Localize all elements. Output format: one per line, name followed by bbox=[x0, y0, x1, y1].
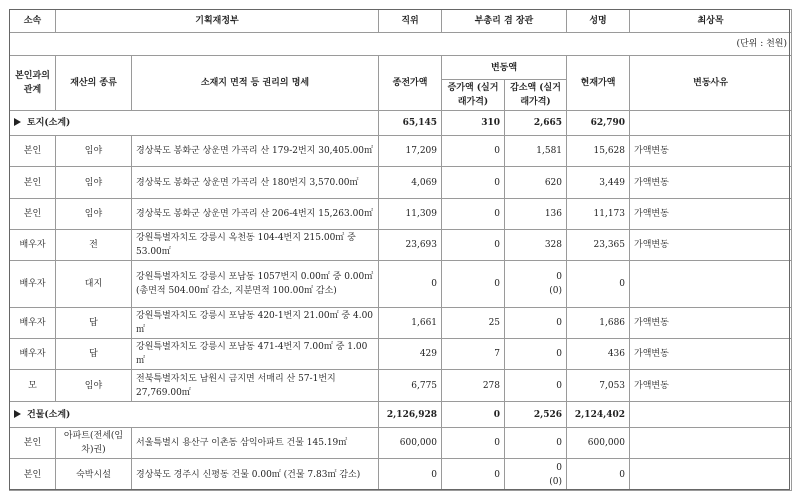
table-row bbox=[10, 199, 792, 230]
current-cell: 15,628 bbox=[567, 136, 630, 167]
increase-cell: 0 bbox=[442, 261, 505, 308]
decrease-cell: 0 bbox=[505, 370, 567, 402]
col-current-value: 현재가액 bbox=[567, 56, 630, 111]
table-row bbox=[10, 428, 792, 459]
col-asset-type: 재산의 종류 bbox=[56, 56, 132, 111]
description-cell: 강원특별자치도 강릉시 포남동 420-1번지 21.00㎡ 중 4.00㎡ bbox=[132, 308, 379, 339]
prev-cell: 6,775 bbox=[379, 370, 442, 402]
type-cell: 숙박시설 bbox=[56, 459, 132, 491]
prev-cell: 4,069 bbox=[379, 167, 442, 199]
table-row bbox=[10, 308, 792, 339]
table-row bbox=[10, 370, 792, 402]
land-reason-empty bbox=[630, 111, 792, 136]
reason-cell: 가액변동 bbox=[630, 339, 792, 370]
decrease-value: 0 bbox=[556, 272, 563, 282]
triangle-bullet-icon bbox=[14, 118, 21, 126]
col-decrease: 감소액 (실거래가격) bbox=[505, 80, 567, 111]
increase-cell: 0 bbox=[442, 199, 505, 230]
decrease-cell bbox=[505, 459, 567, 491]
description-cell: 서울특별시 용산구 이촌동 삼익아파트 건물 145.19㎡ bbox=[132, 428, 379, 459]
table-row bbox=[10, 167, 792, 199]
table-row bbox=[10, 459, 792, 491]
decrease-cell: 0 bbox=[505, 308, 567, 339]
decrease-cell bbox=[505, 261, 567, 308]
name-label: 성명 bbox=[567, 10, 630, 33]
col-description: 소재지 면적 등 권리의 명세 bbox=[132, 56, 379, 111]
relation-cell: 배우자 bbox=[10, 308, 56, 339]
prev-cell: 429 bbox=[379, 339, 442, 370]
current-cell: 7,053 bbox=[567, 370, 630, 402]
building-subtotal-row bbox=[10, 402, 792, 428]
position-value: 부총리 겸 장관 bbox=[442, 10, 567, 33]
type-cell: 임야 bbox=[56, 199, 132, 230]
current-cell: 0 bbox=[567, 459, 630, 491]
relation-cell: 본인 bbox=[10, 428, 56, 459]
unit-note: (단위 : 천원) bbox=[10, 33, 792, 56]
prev-cell: 23,693 bbox=[379, 230, 442, 261]
type-cell: 임야 bbox=[56, 370, 132, 402]
relation-cell: 배우자 bbox=[10, 339, 56, 370]
land-prev-total: 65,145 bbox=[379, 111, 442, 136]
col-reason: 변동사유 bbox=[630, 56, 792, 111]
table-row bbox=[10, 230, 792, 261]
description-cell: 강원특별자치도 강릉시 옥천동 104-4번지 215.00㎡ 중 53.00㎡ bbox=[132, 230, 379, 261]
relation-cell: 본인 bbox=[10, 136, 56, 167]
decrease-cell: 328 bbox=[505, 230, 567, 261]
type-cell: 대지 bbox=[56, 261, 132, 308]
reason-cell: 가액변동 bbox=[630, 199, 792, 230]
reason-cell bbox=[630, 261, 792, 308]
increase-cell: 7 bbox=[442, 339, 505, 370]
description-cell: 경상북도 봉화군 상운면 가곡리 산 179-2번지 30,405.00㎡ bbox=[132, 136, 379, 167]
reason-cell: 가액변동 bbox=[630, 230, 792, 261]
prev-cell: 1,661 bbox=[379, 308, 442, 339]
decrease-cell: 1,581 bbox=[505, 136, 567, 167]
type-cell: 전 bbox=[56, 230, 132, 261]
affiliation-label: 소속 bbox=[10, 10, 56, 33]
type-cell: 답 bbox=[56, 308, 132, 339]
relation-cell: 본인 bbox=[10, 167, 56, 199]
description-cell: 경상북도 봉화군 상운면 가곡리 산 180번지 3,570.00㎡ bbox=[132, 167, 379, 199]
prev-cell: 17,209 bbox=[379, 136, 442, 167]
table-row bbox=[10, 261, 792, 308]
increase-cell: 0 bbox=[442, 136, 505, 167]
decrease-cell: 136 bbox=[505, 199, 567, 230]
table-row bbox=[10, 339, 792, 370]
current-cell: 0 bbox=[567, 261, 630, 308]
reason-cell bbox=[630, 428, 792, 459]
increase-cell: 25 bbox=[442, 308, 505, 339]
reason-cell: 가액변동 bbox=[630, 308, 792, 339]
affiliation-value: 기획재정부 bbox=[56, 10, 379, 33]
land-increase-total: 310 bbox=[442, 111, 505, 136]
current-cell: 3,449 bbox=[567, 167, 630, 199]
description-cell: 경상북도 봉화군 상운면 가곡리 산 206-4번지 15,263.00㎡ bbox=[132, 199, 379, 230]
position-label: 직위 bbox=[379, 10, 442, 33]
building-subtotal-label: 건물(소계) bbox=[27, 409, 71, 420]
decrease-actual-price: (0) bbox=[549, 476, 563, 487]
current-cell: 1,686 bbox=[567, 308, 630, 339]
increase-cell: 0 bbox=[442, 428, 505, 459]
type-cell: 임야 bbox=[56, 167, 132, 199]
table-row bbox=[10, 136, 792, 167]
prev-cell: 0 bbox=[379, 261, 442, 308]
prev-cell: 0 bbox=[379, 459, 442, 491]
type-cell: 아파트(전세(임차)권) bbox=[56, 428, 132, 459]
land-current-total: 62,790 bbox=[567, 111, 630, 136]
reason-cell: 가액변동 bbox=[630, 370, 792, 402]
land-decrease-total: 2,665 bbox=[505, 111, 567, 136]
increase-cell: 278 bbox=[442, 370, 505, 402]
building-increase-total: 0 bbox=[442, 402, 505, 428]
description-cell: 강원특별자치도 강릉시 포남동 1057번지 0.00㎡ 중 0.00㎡ (총면적 504.00㎡ 감소, 지분면적 100.00㎡ 감소) bbox=[132, 261, 379, 308]
land-subtotal-label: 토지(소계) bbox=[27, 118, 71, 128]
type-cell: 답 bbox=[56, 339, 132, 370]
building-subtotal-title bbox=[10, 402, 379, 428]
col-change: 변동액 bbox=[442, 56, 567, 80]
relation-cell: 배우자 bbox=[10, 230, 56, 261]
building-reason-empty bbox=[630, 402, 792, 428]
col-relation: 본인과의 관계 bbox=[10, 56, 56, 111]
relation-cell: 본인 bbox=[10, 199, 56, 230]
reason-cell bbox=[630, 459, 792, 491]
increase-cell: 0 bbox=[442, 167, 505, 199]
reason-cell: 가액변동 bbox=[630, 167, 792, 199]
col-prev-value: 종전가액 bbox=[379, 56, 442, 111]
header-row bbox=[10, 10, 792, 33]
building-decrease-total: 2,526 bbox=[505, 402, 567, 428]
column-header-row-1 bbox=[10, 56, 792, 80]
decrease-cell: 0 bbox=[505, 428, 567, 459]
building-current-total: 2,124,402 bbox=[567, 402, 630, 428]
land-subtotal-row bbox=[10, 111, 792, 136]
prev-cell: 600,000 bbox=[379, 428, 442, 459]
name-value: 최상목 bbox=[630, 10, 792, 33]
type-cell: 임야 bbox=[56, 136, 132, 167]
current-cell: 23,365 bbox=[567, 230, 630, 261]
description-cell: 경상북도 경주시 신평동 건물 0.00㎡ (건물 7.83㎡ 감소) bbox=[132, 459, 379, 491]
unit-row bbox=[10, 33, 792, 56]
prev-cell: 11,309 bbox=[379, 199, 442, 230]
increase-cell: 0 bbox=[442, 230, 505, 261]
increase-cell: 0 bbox=[442, 459, 505, 491]
triangle-bullet-icon bbox=[14, 410, 21, 418]
decrease-cell: 620 bbox=[505, 167, 567, 199]
description-cell: 강원특별자치도 강릉시 포남동 471-4번지 7.00㎡ 중 1.00㎡ bbox=[132, 339, 379, 370]
building-prev-total: 2,126,928 bbox=[379, 402, 442, 428]
asset-disclosure-table bbox=[9, 9, 792, 491]
land-subtotal-title bbox=[10, 111, 379, 136]
relation-cell: 배우자 bbox=[10, 261, 56, 308]
description-cell: 전북특별자치도 남원시 금지면 서매리 산 57-1번지 27,769.00㎡ bbox=[132, 370, 379, 402]
relation-cell: 본인 bbox=[10, 459, 56, 491]
relation-cell: 모 bbox=[10, 370, 56, 402]
reason-cell: 가액변동 bbox=[630, 136, 792, 167]
current-cell: 436 bbox=[567, 339, 630, 370]
current-cell: 600,000 bbox=[567, 428, 630, 459]
current-cell: 11,173 bbox=[567, 199, 630, 230]
decrease-cell: 0 bbox=[505, 339, 567, 370]
decrease-value: 0 bbox=[556, 462, 563, 473]
decrease-actual-price: (0) bbox=[549, 286, 563, 296]
col-increase: 증가액 (실거래가격) bbox=[442, 80, 505, 111]
